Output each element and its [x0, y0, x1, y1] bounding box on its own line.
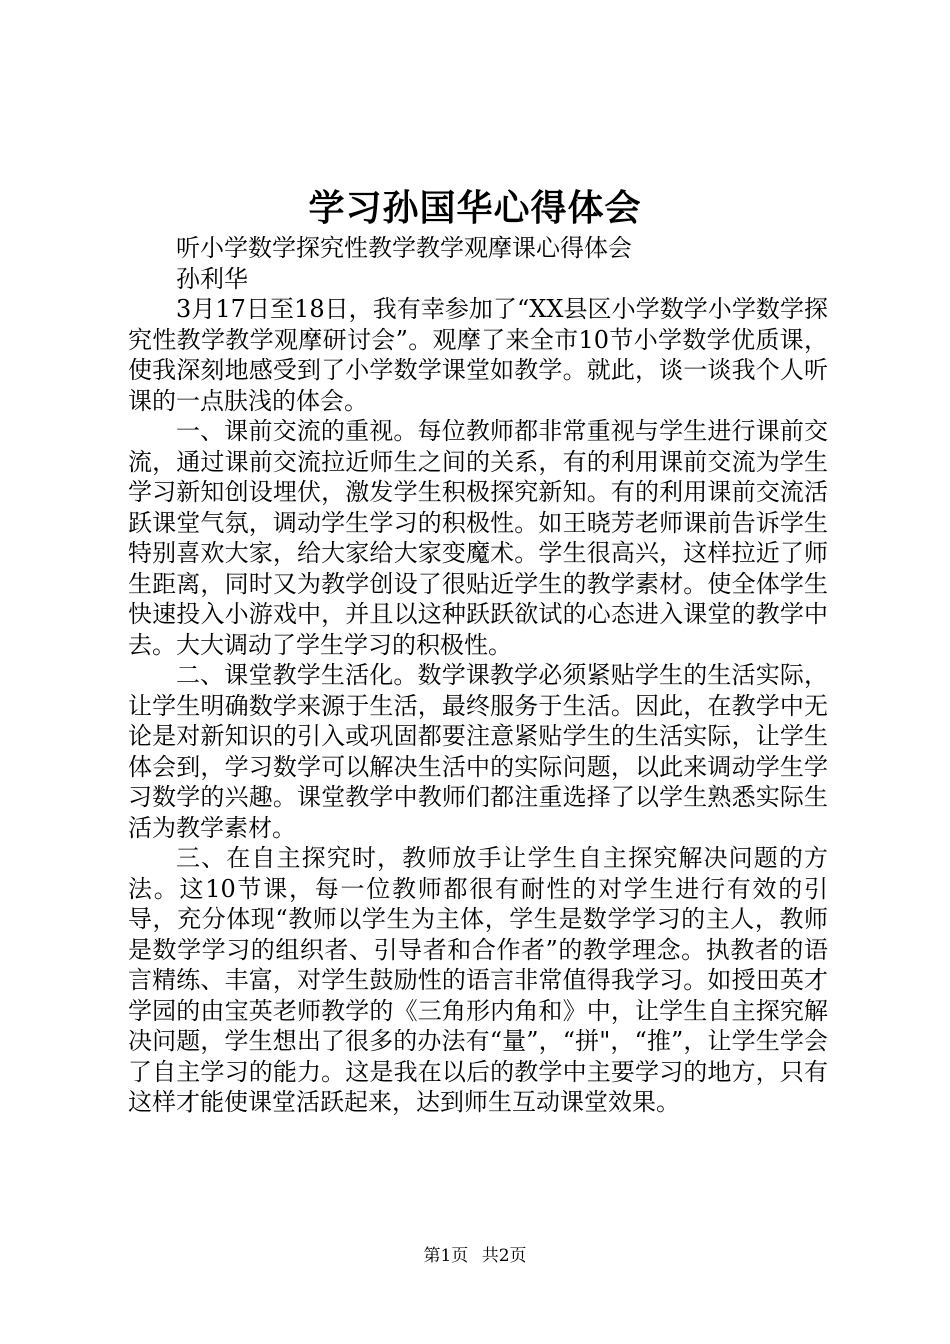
page-number: 第1页	[423, 1246, 469, 1266]
paragraph-intro: 3月17日至18日，我有幸参加了“XX县区小学数学小学数学探究性教学教学观摩研讨会”。观摩了来全市10节小学数学优质课，使我深刻地感受到了小学数学课堂如教学。就此，谈一谈我个人听课的一点肤浅的体会。	[128, 295, 828, 415]
document-body	[128, 233, 828, 1118]
paragraph-section-3: 三、在自主探究时，教师放手让学生自主探究解决问题的方法。这10节课，每一位教师都很有耐性的对学生进行有效的引导，充分体现“教师以学生为主体，学生是数学学习的主人，教师是数学学习的组织者、引导者和合作者”的教学理念。执教者的语言精练、丰富，对学生鼓励性的语言非常值得我学习。如授田英才学园的由宝英老师教学的《三角形内角和》中，让学生自主探究解决问题，学生想出了很多的办法有“量”，“拼"，“推”，让学生学会了自主学习的能力。这是我在以后的教学中主要学习的地方，只有这样才能使课堂活跃起来，达到师生互动课堂效果。	[128, 844, 828, 1116]
document-subtitle: 听小学数学探究性教学教学观摩课心得体会	[176, 234, 632, 262]
page-total: 共2页	[481, 1246, 527, 1266]
document-title: 学习孙国华心得体会	[308, 187, 642, 229]
paragraph-section-1: 一、课前交流的重视。每位教师都非常重视与学生进行课前交流，通过课前交流拉近师生之间的关系，有的利用课前交流为学生学习新知创设埋伏，激发学生积极探究新知。有的利用课前交流活跃课堂气氛，调动学生学习的积极性。如王晓芳老师课前告诉学生特别喜欢大家，给大家给大家变魔术。学生很高兴，这样拉近了师生距离，同时又为教学创设了很贴近学生的教学素材。使全体学生快速投入小游戏中，并且以这种跃跃欲试的心态进入课堂的教学中去。大大调动了学生学习的积极性。	[128, 417, 828, 659]
paragraph-section-2: 二、课堂教学生活化。数学课教学必须紧贴学生的生活实际，让学生明确数学来源于生活，最终服务于生活。因此，在教学中无论是对新知识的引入或巩固都要注意紧贴学生的生活实际，让学生体会到，学习数学可以解决生活中的实际问题，以此来调动学生学习数学的兴趣。课堂教学中教师们都注重选择了以学生熟悉实际生活为教学素材。	[128, 661, 828, 842]
document-author: 孙利华	[176, 264, 248, 293]
page-footer	[0, 1243, 950, 1269]
